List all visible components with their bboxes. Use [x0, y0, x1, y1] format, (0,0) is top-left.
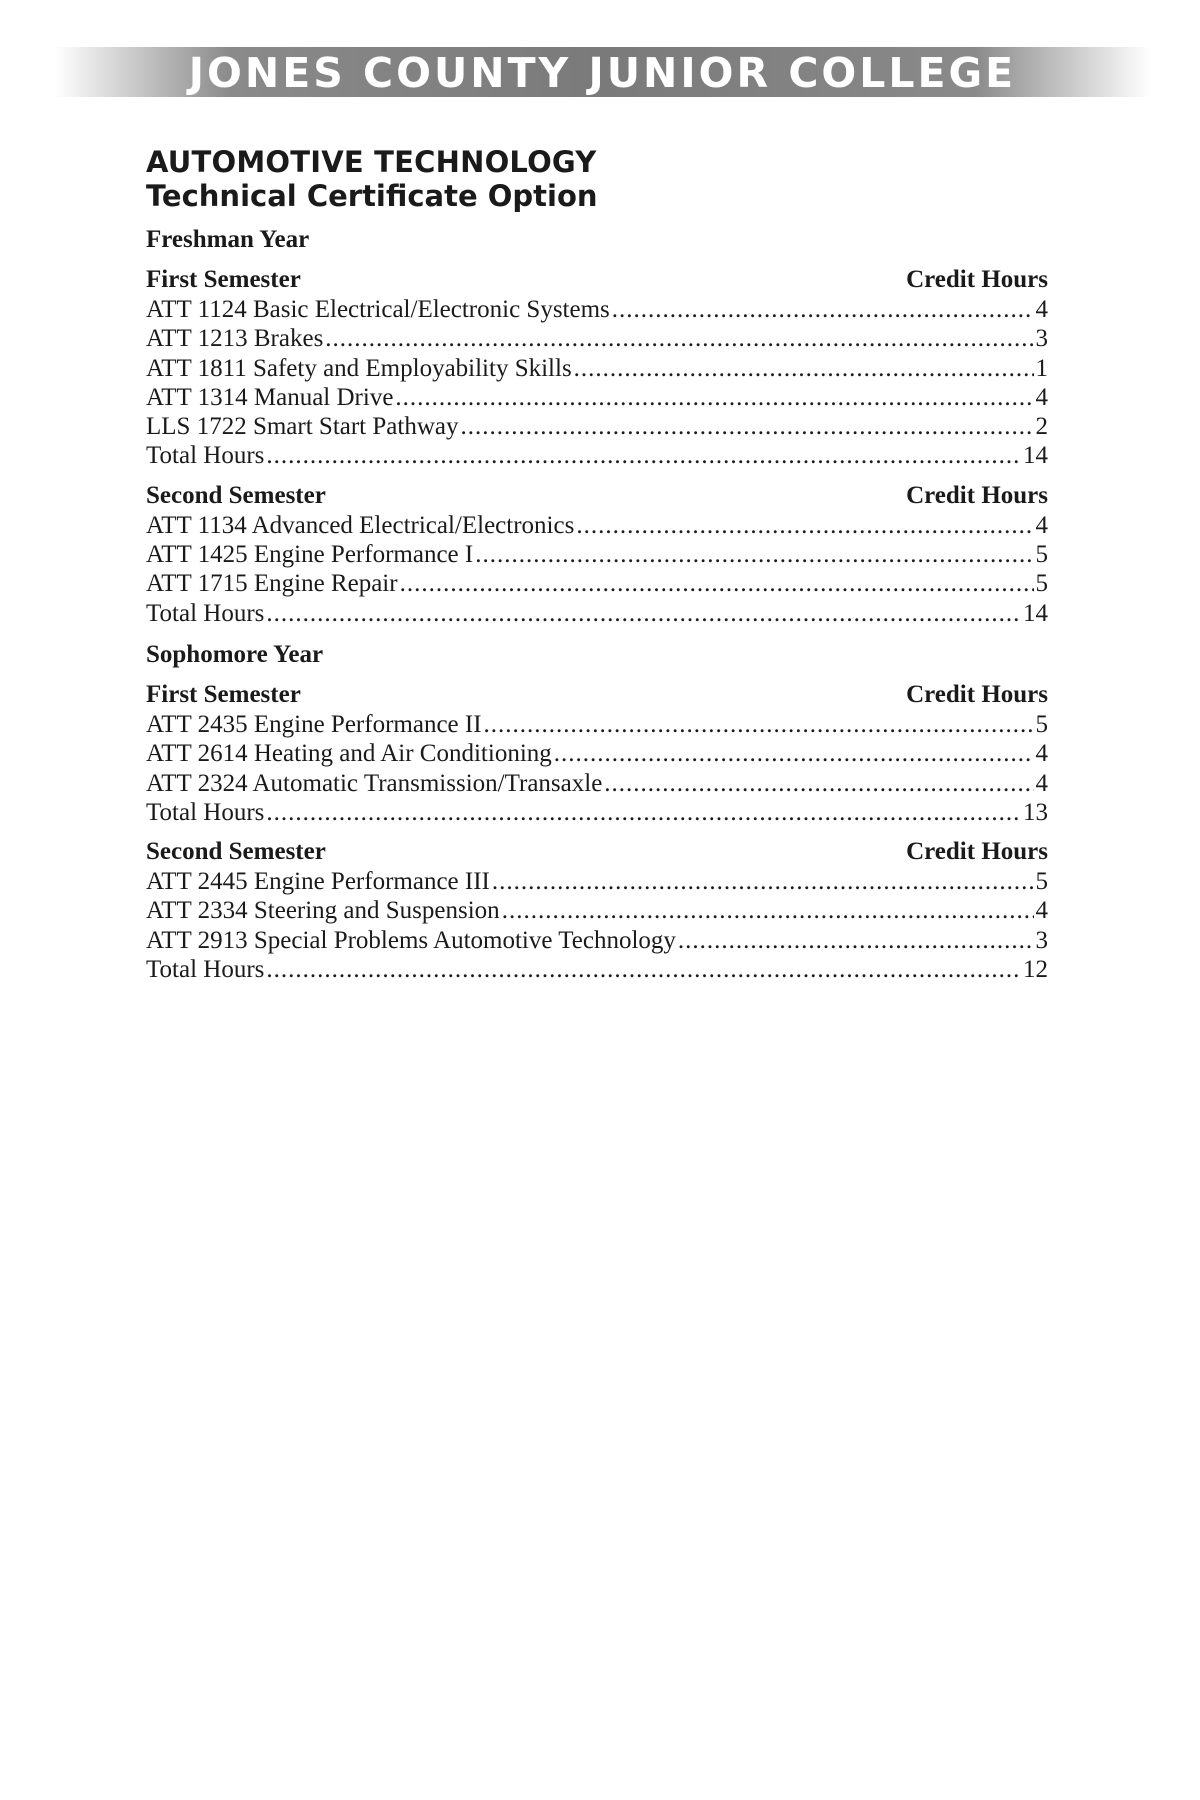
course-name: LLS 1722 Smart Start Pathway [146, 413, 459, 441]
course-name: ATT 2334 Steering and Suspension [146, 897, 500, 925]
course-hours: 4 [1035, 769, 1048, 797]
program-title: AUTOMOTIVE TECHNOLOGY [146, 145, 597, 179]
course-hours: 4 [1035, 897, 1048, 925]
dot-leader [554, 739, 1034, 768]
dot-leader [325, 324, 1033, 353]
dot-leader [400, 569, 1034, 598]
course-row [146, 383, 1048, 412]
year-heading: Freshman Year [146, 226, 310, 253]
course-name: ATT 2614 Heating and Air Conditioning [146, 740, 552, 768]
course-row [146, 710, 1048, 739]
course-hours: 4 [1035, 740, 1048, 768]
total-hours-label: Total Hours [146, 798, 265, 826]
semester-title: First Semester [146, 266, 301, 293]
dot-leader [460, 412, 1033, 441]
course-hours: 5 [1035, 710, 1048, 738]
course-name: ATT 2324 Automatic Transmission/Transaxle [146, 769, 603, 797]
course-hours: 4 [1035, 383, 1048, 411]
course-hours: 4 [1035, 296, 1048, 323]
course-row [146, 926, 1048, 955]
course-row [146, 412, 1048, 441]
course-hours: 3 [1035, 926, 1048, 954]
course-name: ATT 2445 Engine Performance III [146, 868, 490, 896]
total-hours-label: Total Hours [146, 956, 265, 984]
dot-leader [484, 710, 1034, 739]
semester-title: First Semester [146, 680, 301, 708]
course-row [146, 896, 1048, 925]
total-hours-row [146, 798, 1048, 827]
course-hours: 1 [1035, 354, 1048, 382]
credit-hours-label: Credit Hours [906, 838, 1048, 866]
semester-freshman-second [146, 481, 1048, 628]
college-name: JONES COUNTY JUNIOR COLLEGE [188, 49, 1017, 97]
semester-header [146, 837, 1048, 867]
course-row [146, 769, 1048, 798]
course-hours: 4 [1035, 511, 1048, 539]
credit-hours-label: Credit Hours [906, 481, 1048, 509]
total-hours-row [146, 441, 1048, 470]
program-content [146, 145, 1048, 984]
course-name: ATT 2435 Engine Performance II [146, 710, 482, 738]
year-heading: Sophomore Year [146, 640, 324, 668]
program-subtitle: Technical Certificate Option [146, 179, 598, 213]
dot-leader [576, 511, 1033, 540]
semester-sophomore-second [146, 837, 1048, 984]
dot-leader [612, 295, 1034, 324]
semester-header [146, 265, 1048, 295]
semester-header [146, 481, 1048, 511]
header-bar [55, 47, 1150, 97]
course-name: ATT 1715 Engine Repair [146, 570, 398, 598]
course-hours: 3 [1035, 325, 1048, 353]
course-row [146, 739, 1048, 768]
course-hours: 2 [1035, 413, 1048, 441]
semester-title: Second Semester [146, 838, 326, 866]
semester-title: Second Semester [146, 481, 326, 509]
dot-leader [475, 540, 1033, 569]
total-hours-label: Total Hours [146, 599, 265, 627]
total-hours-value: 12 [1023, 956, 1048, 984]
course-row [146, 295, 1048, 324]
dot-leader [266, 441, 1021, 470]
total-hours-row [146, 599, 1048, 628]
semester-header [146, 680, 1048, 710]
course-name: ATT 1811 Safety and Employability Skills [146, 354, 572, 382]
course-name: ATT 2913 Special Problems Automotive Technology [146, 926, 676, 954]
course-row [146, 867, 1048, 896]
semester-sophomore-first [146, 680, 1048, 827]
course-name: ATT 1314 Manual Drive [146, 383, 394, 411]
course-row [146, 354, 1048, 383]
credit-hours-label: Credit Hours [906, 266, 1048, 293]
course-name: ATT 1124 Basic Electrical/Electronic Systems [146, 296, 610, 323]
credit-hours-label: Credit Hours [906, 680, 1048, 708]
course-name: ATT 1425 Engine Performance I [146, 541, 474, 569]
total-hours-label: Total Hours [146, 442, 265, 470]
course-name: ATT 1134 Advanced Electrical/Electronics [146, 511, 575, 539]
course-row [146, 511, 1048, 540]
course-row [146, 569, 1048, 598]
dot-leader [266, 955, 1021, 984]
year-sophomore [146, 640, 1048, 984]
course-name: ATT 1213 Brakes [146, 325, 324, 353]
dot-leader [266, 599, 1021, 628]
dot-leader [395, 383, 1033, 412]
course-row [146, 540, 1048, 569]
total-hours-value: 14 [1023, 599, 1048, 627]
course-hours: 5 [1035, 541, 1048, 569]
dot-leader [678, 926, 1034, 955]
dot-leader [604, 769, 1033, 798]
course-hours: 5 [1035, 868, 1048, 896]
total-hours-value: 13 [1023, 798, 1048, 826]
dot-leader [574, 354, 1034, 383]
dot-leader [492, 867, 1034, 896]
year-freshman [146, 225, 1048, 628]
total-hours-row [146, 955, 1048, 984]
semester-freshman-first [146, 265, 1048, 471]
course-hours: 5 [1035, 570, 1048, 598]
course-row [146, 324, 1048, 353]
dot-leader [266, 798, 1021, 827]
dot-leader [502, 896, 1034, 925]
total-hours-value: 14 [1023, 442, 1048, 470]
